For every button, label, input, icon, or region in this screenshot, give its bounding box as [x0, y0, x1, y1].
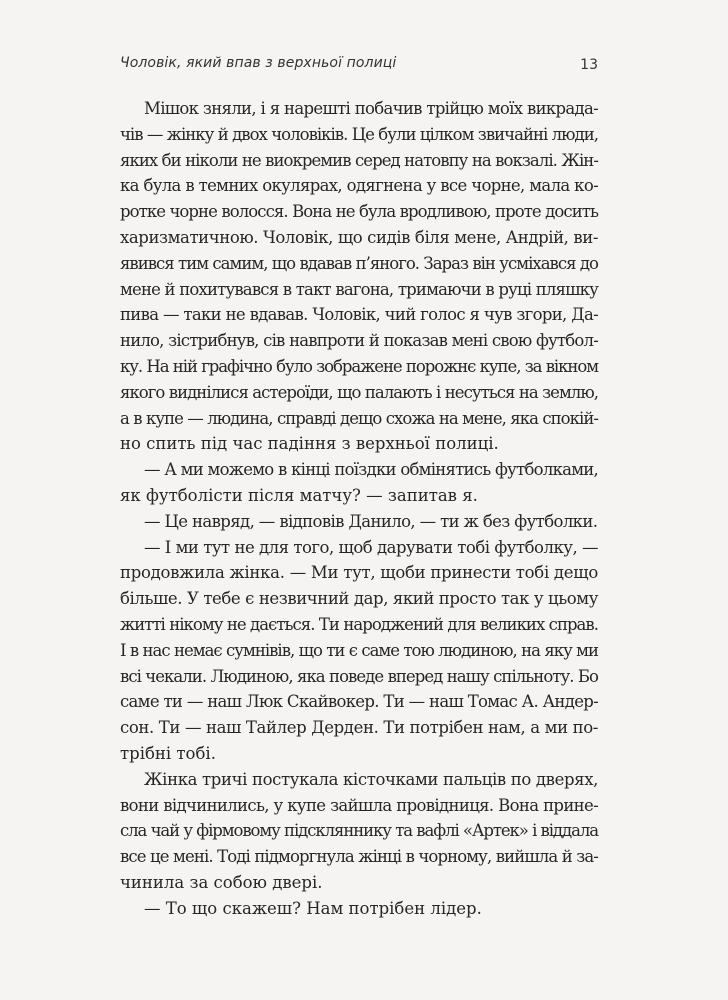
text-line: все це мені. Тоді підморгнула жінці в чорному, вийшла й за- — [120, 847, 598, 867]
text-line: — То що скажеш? Нам потрібен лідер. — [144, 898, 482, 918]
text-line: як футболісти після матчу? — запитав я. — [120, 485, 478, 505]
text-line: чів — жінку й двох чоловіків. Це були цілком звичайні люди, — [120, 124, 598, 144]
text-line: чинила за собою двері. — [120, 872, 323, 892]
text-line: саме ти — наш Люк Скайвокер. Ти — наш Томас А. Андер- — [120, 692, 598, 712]
body-text — [120, 96, 598, 922]
text-line: ка була в темних окулярах, одягнена у все чорне, мала ко- — [120, 176, 598, 196]
text-line: ку. На ній графічно було зображене порожнє купе, за вікном — [120, 356, 598, 376]
text-line: — А ми можемо в кінці поїздки обмінятись футболками, — [144, 460, 598, 480]
text-line: Жінка тричі постукала кісточками пальців по дверях, — [144, 769, 598, 789]
text-line: сон. Ти — наш Тайлер Дерден. Ти потрібен нам, а ми по- — [120, 718, 598, 738]
text-line: вони відчинились, у купе зайшла провідниця. Вона прине- — [120, 795, 598, 815]
text-line: а в купе — людина, справді дещо схожа на мене, яка спокій- — [120, 408, 598, 428]
text-line: трібні тобі. — [120, 743, 216, 763]
running-title: Чоловік, який впав з верхньої полиці — [120, 55, 397, 71]
text-line: всі чекали. Людиною, яка поведе вперед нашу спільноту. Бо — [120, 666, 598, 686]
text-line: — Це навряд, — відповів Данило, — ти ж без футболки. — [144, 511, 598, 531]
text-line: нило, зістрибнув, сів навпроти й показав мені свою футбол- — [120, 331, 598, 351]
text-line: но спить під час падіння з верхньої полиці. — [120, 434, 499, 454]
text-line: продовжила жінка. — Ми тут, щоби принести тобі дещо — [120, 563, 598, 583]
text-line: — І ми тут не для того, щоб дарувати тобі футболку, — — [144, 537, 598, 557]
text-line: Мішок зняли, і я нарешті побачив трійцю моїх викрада- — [144, 99, 598, 118]
page-number: 13 — [580, 57, 598, 73]
text-line: яких би ніколи не виокремив серед натовпу на вокзалі. Жін- — [120, 150, 598, 170]
text-line: сла чай у фірмовому підскляннику та вафлі «Артек» і віддала — [120, 821, 598, 841]
text-line: харизматичною. Чоловік, що сидів біля мене, Андрій, ви- — [120, 227, 598, 247]
text-line: І в нас немає сумнівів, що ти є саме тою людиною, на яку ми — [120, 640, 598, 660]
text-line: більше. У тебе є незвичний дар, який просто так у цьому — [120, 589, 598, 609]
text-line: ротке чорне волосся. Вона не була вродливою, проте досить — [120, 202, 598, 222]
text-line: житті нікому не дається. Ти народжений для великих справ. — [120, 614, 598, 634]
text-line: якого виднілися астероїди, що палають і несуться на землю, — [120, 382, 598, 402]
text-line: мене й похитувався в такт вагона, тримаючи в руці пляшку — [120, 279, 598, 299]
text-line: пива — таки не вдавав. Чоловік, чий голос я чув згори, Да- — [120, 305, 598, 325]
text-line: явився тим самим, що вдавав п’яного. Зараз він усміхався до — [120, 253, 598, 273]
